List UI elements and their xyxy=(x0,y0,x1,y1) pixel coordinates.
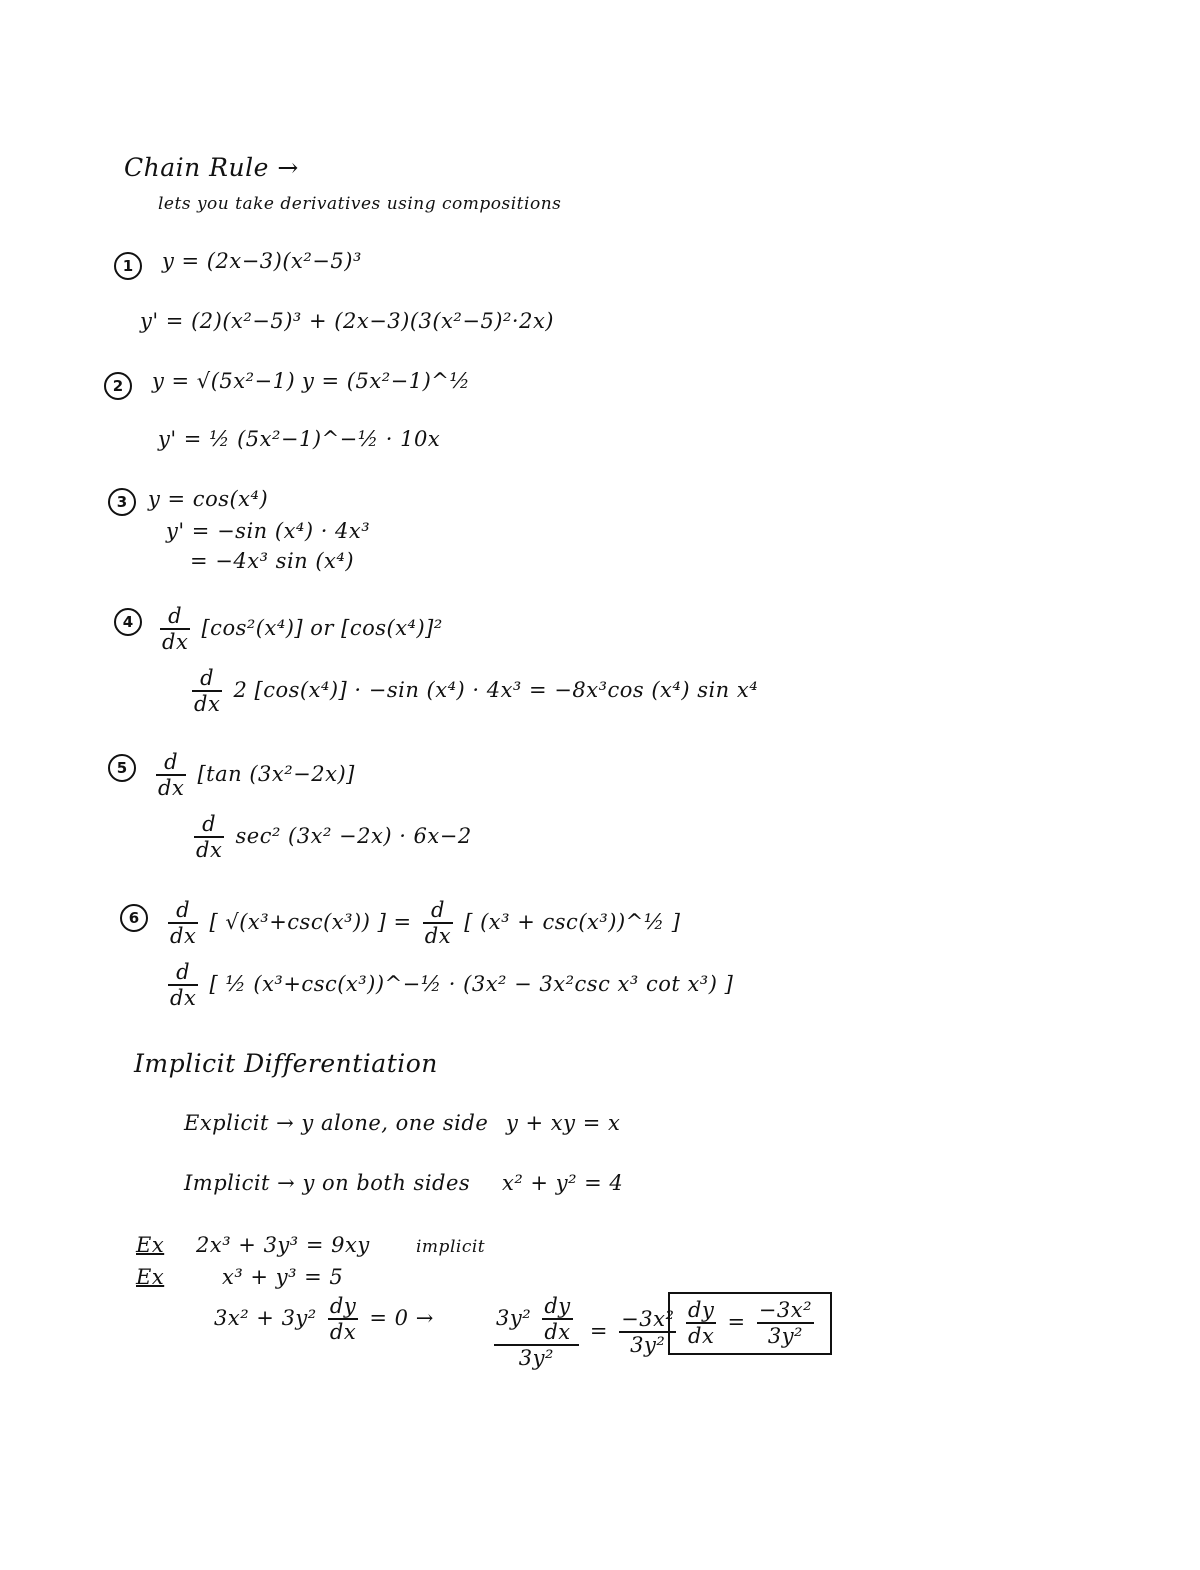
example-number-3: 3 xyxy=(108,488,136,516)
example-number-4: 4 xyxy=(114,608,142,636)
example-4-expression: [cos²(x⁴)] or [cos(x⁴)]² xyxy=(201,616,443,640)
divide-both-sides: 3y² $\frac{dy}{dx}$ 3y² xyxy=(494,1296,579,1369)
example-4-equation xyxy=(156,606,443,653)
step-rhs: = 0 → xyxy=(369,1306,434,1330)
example-6-result: [ ½ (x³+csc(x³))^−½ · (3x² − 3x²csc x³ cot x³) ] xyxy=(209,972,734,996)
dy-dx-fraction: $\frac{dy}{dx}$ xyxy=(329,1294,357,1344)
derivative-operator: $\frac{d}{dx}$ xyxy=(170,960,197,1010)
example-5-result: sec² (3x² −2x) · 6x−2 xyxy=(235,824,472,848)
example-tag: Ex xyxy=(136,1265,165,1289)
example-5-equation xyxy=(152,752,355,799)
chain-rule-title: Chain Rule → xyxy=(124,153,299,182)
derivative-operator: $\frac{d}{dx}$ xyxy=(162,604,189,654)
example-3-equation: y = cos(x⁴) xyxy=(148,487,269,511)
derivative-operator: $\frac{d}{dx}$ xyxy=(196,812,223,862)
example-6-derivative xyxy=(164,962,733,1009)
example-2-derivative: y' = ½ (5x²−1)^−½ · 10x xyxy=(158,427,441,451)
example-3-derivative: y' = −sin (x⁴) · 4x³ xyxy=(166,519,371,543)
chain-rule-subtitle: lets you take derivatives using compositions xyxy=(158,194,562,214)
implicit-example-2-division xyxy=(490,1296,680,1369)
implicit-example-2-answer xyxy=(668,1292,832,1355)
implicit-definition: Implicit → y on both sides xyxy=(184,1171,471,1195)
implicit-example-2-equation: x³ + y³ = 5 xyxy=(222,1265,344,1289)
implicit-example-1-equation: 2x³ + 3y³ = 9xy xyxy=(196,1233,370,1257)
example-4-derivative xyxy=(188,668,758,715)
example-1-derivative: y' = (2)(x²−5)³ + (2x−3)(3(x²−5)²·2x) xyxy=(140,309,554,333)
explicit-definition: Explicit → y alone, one side xyxy=(184,1111,489,1135)
example-number-1: 1 xyxy=(114,252,142,280)
example-1-equation: y = (2x−3)(x²−5)³ xyxy=(162,249,362,273)
dy-dx-fraction: $\frac{dy}{dx}$ xyxy=(688,1298,715,1348)
example-6-expression: [ √(x³+csc(x³)) ] = xyxy=(209,910,412,934)
example-2-equation-power: y = (5x²−1)^½ xyxy=(302,369,471,393)
example-5-derivative xyxy=(190,814,472,861)
example-2-equation: y = √(5x²−1) xyxy=(152,369,296,393)
implicit-example-2-step xyxy=(214,1296,434,1343)
implicit-example-1-note: implicit xyxy=(416,1237,486,1257)
example-tag: Ex xyxy=(136,1233,165,1257)
derivative-operator: $\frac{d}{dx}$ xyxy=(424,898,452,948)
step-lhs: 3x² + 3y² xyxy=(214,1306,317,1330)
example-number-5: 5 xyxy=(108,754,136,782)
derivative-operator: $\frac{d}{dx}$ xyxy=(194,666,221,716)
example-number-2: 2 xyxy=(104,372,132,400)
example-3-simplified: = −4x³ sin (x⁴) xyxy=(190,549,355,573)
example-6-equation xyxy=(164,900,680,947)
example-5-expression: [tan (3x²−2x)] xyxy=(197,762,355,786)
derivative-operator: $\frac{d}{dx}$ xyxy=(158,750,185,800)
implicit-example: x² + y² = 4 xyxy=(502,1171,624,1195)
explicit-example: y + xy = x xyxy=(506,1111,621,1135)
example-4-result: 2 [cos(x⁴)] · −sin (x⁴) · 4x³ = −8x³cos (x⁴) sin x⁴ xyxy=(233,678,759,702)
example-number-6: 6 xyxy=(120,904,148,932)
equals-sign: = xyxy=(727,1310,746,1334)
answer-fraction: $\frac{\text{−3x²}}{\text{3y²}}$ xyxy=(758,1298,813,1348)
implicit-title: Implicit Differentiation xyxy=(134,1049,438,1078)
equals-sign: = xyxy=(589,1319,608,1343)
divide-right-side: $\frac{\text{−3x²}}{\text{3y²}}$ xyxy=(621,1307,675,1357)
derivative-operator: $\frac{d}{dx}$ xyxy=(170,898,197,948)
dy-dx-fraction: $\frac{dy}{dx}$ xyxy=(544,1294,571,1344)
example-6-expression-power: [ (x³ + csc(x³))^½ ] xyxy=(464,910,681,934)
